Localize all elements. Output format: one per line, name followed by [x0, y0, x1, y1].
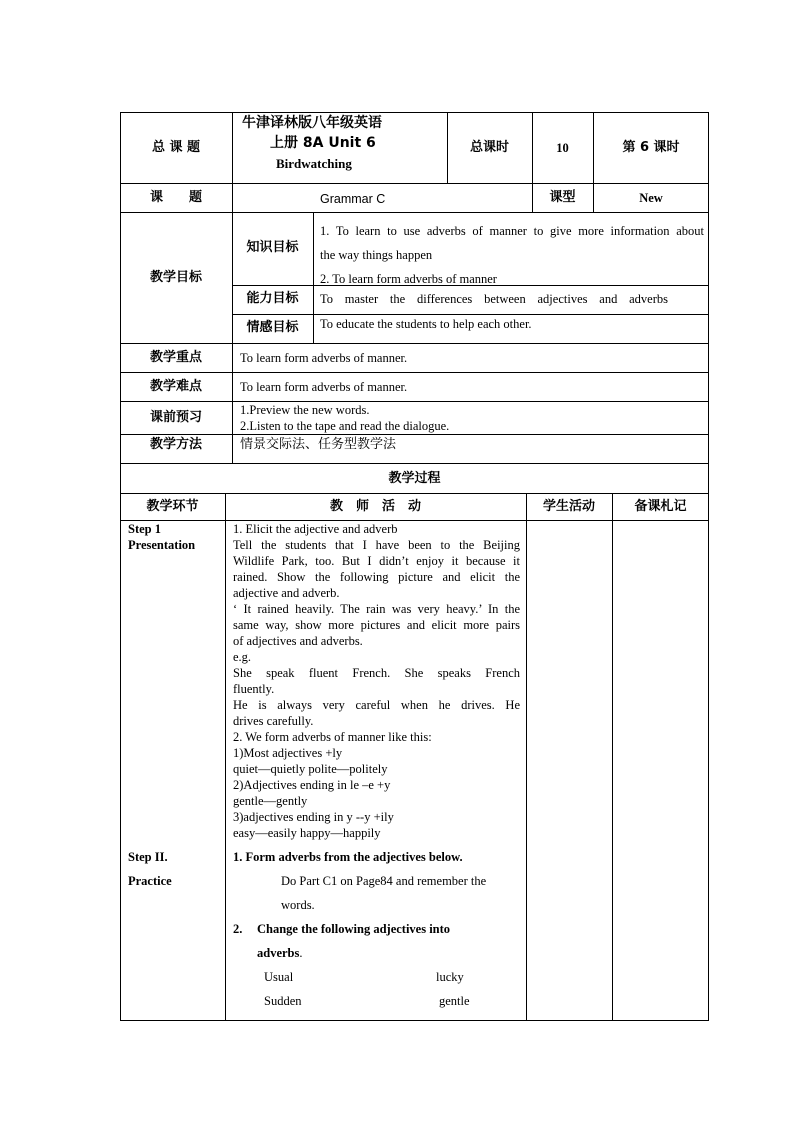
knowledge-line-3: 2. To learn form adverbs of manner	[320, 272, 497, 286]
step1-line: 1. Elicit the adjective and adverb	[233, 522, 398, 536]
step2-label-2: Practice	[128, 874, 172, 888]
task2-title-2: adverbs	[257, 946, 300, 960]
col-notes-header: 备课札记	[634, 499, 687, 514]
knowledge-line-1: 1. To learn to use adverbs of manner to give more information about	[320, 224, 704, 238]
step1-line: easy—easily happy—happily	[233, 826, 381, 840]
col-stage-header: 教学环节	[146, 499, 199, 514]
step1-line: 2)Adjectives ending in le –e +y	[233, 778, 391, 792]
step1-line: 3)adjectives ending in y --y +ily	[233, 810, 394, 824]
step1-line: adjective and adverb.	[233, 586, 340, 600]
step1-line: She speak fluent French. She speaks French	[233, 666, 520, 680]
topic-line-3: Birdwatching	[276, 156, 352, 171]
lesson-title-label: 课 题	[149, 190, 202, 205]
word-gentle: gentle	[439, 994, 470, 1008]
task2-number: 2.	[233, 922, 243, 936]
knowledge-text	[320, 219, 704, 291]
step1-line: e.g.	[233, 650, 252, 664]
topic-line-2: 上册 8A Unit 6	[270, 135, 376, 151]
step1-line: 1)Most adjectives +ly	[233, 746, 343, 760]
task1-line-2: words.	[281, 898, 315, 912]
preview-line-2: 2.Listen to the tape and read the dialogue.	[240, 419, 450, 433]
topic-line-1: 牛津译林版八年级英语	[242, 115, 382, 131]
methods-value: 情景交际法、任务型教学法	[240, 437, 397, 452]
lesson-title-value: Grammar C	[320, 192, 386, 206]
task2-title: Change the following adjectives into	[257, 922, 451, 936]
step1-line: rained. Show the following picture and elicit the	[233, 570, 520, 584]
step1-line: fluently.	[233, 682, 275, 696]
step1-line: of adjectives and adverbs.	[233, 634, 363, 648]
step1-line: quiet—quietly polite—politely	[233, 762, 388, 776]
emotion-value: To educate the students to help each other.	[320, 317, 532, 331]
step1-line: Tell the students that I have been to the Beijing	[233, 538, 520, 552]
knowledge-label: 知识目标	[246, 240, 299, 255]
step1-line: ‘ It rained heavily. The rain was very heavy.’ In the	[233, 602, 520, 616]
step1-line: 2. We form adverbs of manner like this:	[233, 730, 432, 744]
word-lucky: lucky	[436, 970, 464, 984]
step1-label-2: Presentation	[128, 538, 196, 552]
period-label: 第 6 课时	[622, 140, 680, 155]
step1-line: drives carefully.	[233, 714, 314, 728]
preview-label: 课前预习	[149, 410, 202, 425]
step1-line: same way, show more pictures and elicit more pairs	[233, 618, 520, 632]
task1-line-1: Do Part C1 on Page84 and remember the	[281, 874, 487, 888]
topic-label: 总 课 题	[151, 140, 201, 155]
task2-title-line-2	[257, 945, 303, 961]
col-teacher-header: 教 师 活 动	[329, 499, 421, 514]
step1-teacher-activity	[233, 521, 520, 841]
task2-title-dot: .	[299, 946, 303, 960]
focus-label: 教学重点	[149, 350, 202, 365]
lesson-type-label: 课型	[549, 190, 576, 205]
emotion-label: 情感目标	[246, 320, 299, 335]
step1-line: He is always very careful when he drives. He	[233, 698, 520, 712]
task1-title: 1. Form adverbs from the adjectives below.	[233, 850, 463, 864]
step1-line: gentle—gently	[233, 794, 308, 808]
knowledge-line-2: the way things happen	[320, 248, 433, 262]
focus-value: To learn form adverbs of manner.	[240, 351, 408, 365]
word-usual: Usual	[264, 970, 294, 984]
word-sudden: Sudden	[264, 994, 302, 1008]
objectives-label: 教学目标	[149, 270, 202, 285]
total-periods-value: 10	[556, 141, 569, 155]
step2-label-1: Step II.	[128, 850, 168, 864]
preview-text	[240, 402, 449, 434]
difficulty-label: 教学难点	[149, 379, 202, 394]
step1-line: Wildlife Park, too. But I didn’t enjoy it because it	[233, 554, 520, 568]
col-student-header: 学生活动	[542, 499, 595, 514]
step1-label-1: Step 1	[128, 522, 161, 536]
ability-value: To master the differences between adjectives and adverbs	[320, 292, 668, 306]
lesson-type-value: New	[639, 191, 663, 205]
preview-line-1: 1.Preview the new words.	[240, 403, 370, 417]
process-title: 教学过程	[388, 471, 441, 486]
difficulty-value: To learn form adverbs of manner.	[240, 380, 408, 394]
methods-label: 教学方法	[149, 437, 202, 452]
total-periods-label: 总课时	[469, 140, 509, 155]
ability-label: 能力目标	[246, 291, 299, 306]
